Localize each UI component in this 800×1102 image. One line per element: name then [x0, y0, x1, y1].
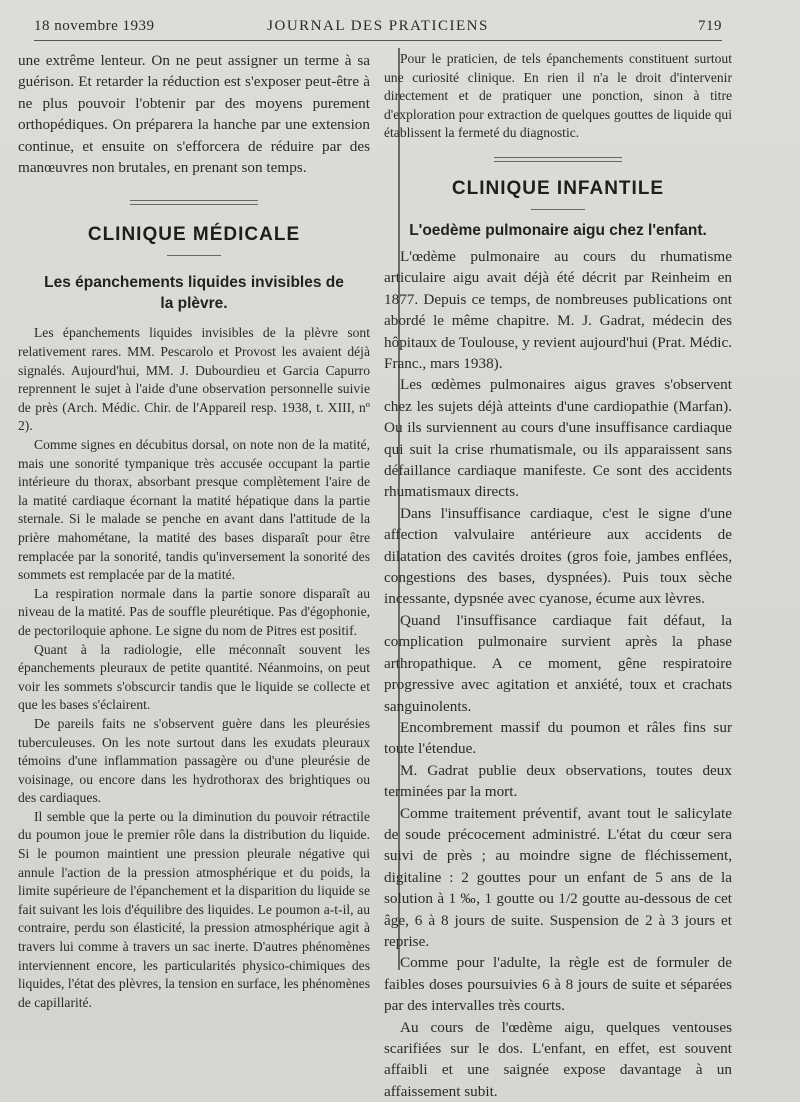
paragraph: Dans l'insuffisance cardiaque, c'est le signe d'une affection valvulaire antérieure aux accidents de dilatation des cavités droites (gros foie, jambes enflées, congestions des bases, dyspnées). Puis toux sèche incessante, dypsnée avec cyanose, écume aux lèvres. [384, 504, 732, 608]
paragraph: Comme traitement préventif, avant tout le salicylate de soude précocement administré. L'état du cœur sera suivi de près ; au moindre signe de fléchissement, digitaline : 2 gouttes pour un enfant de 5 ans de la solution à 1 ‰, 1 goutte ou 1/2 goutte au-dessous de cet âge, 6 à 8 jours de suite. Suspension de 2 à 3 jours et reprise. [384, 804, 732, 950]
paragraph: Quand l'insuffisance cardiaque fait défaut, la complication pulmonaire survient après la phase arthropathique. A ce moment, gêne respiratoire progressive avec agitation et anxiété, toux et crachats sanguinolents. [384, 611, 732, 715]
header-page-number: 719 [698, 18, 722, 34]
title-rule [531, 209, 585, 210]
paragraph: Comme signes en décubitus dorsal, on note non de la matité, mais une sonorité tympanique très accusée occupant la partie intérieure du thorax, absorbant presque complètement l'aire de la matité cardiaque écornant la matité hépatique dans la partie sternale. Si le malade se penche en avant dans l'attitude de la prière mahométane, la matité des bases disparaît pour être remplacée par la sonorité, tandis qu'inversement la sonorité des sommets est remplacée par de la matité. [18, 437, 370, 583]
header-journal-title: JOURNAL DES PRATICIENS [267, 18, 489, 34]
article-body-oedeme [384, 246, 732, 1102]
paragraph: M. Gadrat publie deux observations, toutes deux terminées par la mort. [384, 761, 732, 801]
paragraph: De pareils faits ne s'observent guère dans les pleurésies tuberculeuses. On les note surtout dans les exudats pleuraux témoins d'une inflammation passagère ou d'une pleurésie de voisinage, ou encore dans les hydrothorax des brightiques ou des cardiaques. [18, 715, 370, 806]
paragraph: Comme pour l'adulte, la règle est de formuler de faibles doses poursuivies 6 à 8 jours de suite et séparées par des intervalles très courts. [384, 954, 732, 1015]
left-column [18, 50, 370, 1012]
paragraph: Il semble que la perte ou la diminution du pouvoir rétractile du poumon joue le premier rôle dans la distribution du liquide. Si le poumon maintient une pression pleurale négative qui annule l'action de la pression atmosphérique et du poids, la limite supérieure de l'épanchement et la disparition du liquide se fait suivant les lois d'équilibre des liquides. Le poumon a-t-il, au contraire, perdu son élasticité, la pression atmosphérique agit à travers lui comme à travers un sac inerte. D'autres phénomènes interviennent encore, les particularités physico-chimiques des liquides, l'état des plèvres, la tension en surface, les phénomènes de capillarité. [18, 808, 370, 1010]
paragraph: La respiration normale dans la partie sonore disparaît au niveau de la matité. Pas de souffle pleurétique. Pas d'égophonie, de pectoriloquie aphone. Le signe du nom de Pitres est positif. [18, 585, 370, 638]
header-date: 18 novembre 1939 [34, 18, 155, 34]
article-body-epanchements [18, 324, 370, 1012]
paragraph: Quant à la radiologie, elle méconnaît souvent les épanchements pleuraux de petite quantité. Néanmoins, on peut voir les sommets s'obscurcir tandis que le liquide se collecte et que les bases s'éclairent. [18, 641, 370, 713]
paragraph: Les épanchements liquides invisibles de la plèvre sont relativement rares. MM. Pescarolo et Provost les avaient déjà signalés. Aujourd'hui, MM. J. Dubourdieu et Garcia Capurro reprennent le sujet à l'aide d'une observation personnelle suivie de près (Arch. Médic. Chir. de l'Appareil resp. 1938, t. XIII, nº 2). [18, 325, 370, 434]
paragraph: Encombrement massif du poumon et râles fins sur toute l'étendue. [384, 718, 732, 758]
article-title-epanchements: Les épanchements liquides invisibles de la plèvre. [44, 274, 344, 313]
left-continuation-text: une extrême lenteur. On ne peut assigner un terme à sa guérison. Et retarder la réduction est s'exposer peut-être à ne plus pouvoir l'obtenir par des moyens purement orthopédiques. On préparera la hanche par une extension continue, et ensuite on s'efforcera de réduire par des manœuvres non brutales, en prenant son temps. [18, 52, 370, 177]
section-separator [494, 157, 622, 162]
paragraph: L'œdème pulmonaire au cours du rhumatisme articulaire aigu avait déjà été décrit par Reinheim en 1877. Depuis ce temps, de nombreuses publications ont abordé le même chapitre. M. J. Gadrat, médecin des hôpitaux de Toulouse, y revient aujourd'hui (Prat. Médic. Franc., mars 1938). [384, 247, 732, 372]
right-continuation-text: Pour le praticien, de tels épanchements constituent surtout une curiosité clinique. En rien il n'a le droit d'intervenir directement et de pratiquer une ponction, sinon à titre d'exploration pour extraction de quelques gouttes de liquide qui établissent la fermeté du diagnostic. [384, 51, 732, 141]
section-title-clinique-medicale: CLINIQUE MÉDICALE [87, 224, 301, 246]
section-title-clinique-infantile: CLINIQUE INFANTILE [451, 177, 665, 199]
page-header [34, 16, 722, 41]
title-rule [167, 255, 221, 256]
paragraph: Les œdèmes pulmonaires aigus graves s'observent chez les sujets déjà atteints d'une cardiopathie (Marfan). Ou ils surviennent au cours d'une insuffisance cardiaque qui suit la crise rhumatismale, ou ils apparaissent sans défaillance cardiaque manifeste. Ce sont des accidents rhumatismaux directs. [384, 376, 732, 501]
right-column [384, 50, 732, 1102]
paragraph: Au cours de l'œdème aigu, quelques ventouses scarifiées sur le dos. L'enfant, en effet, est souvent affaibli et une saignée expose davantage à un affaissement subit. [384, 1018, 732, 1100]
section-separator [130, 200, 258, 205]
article-title-oedeme: L'oedème pulmonaire aigu chez l'enfant. [409, 221, 707, 239]
